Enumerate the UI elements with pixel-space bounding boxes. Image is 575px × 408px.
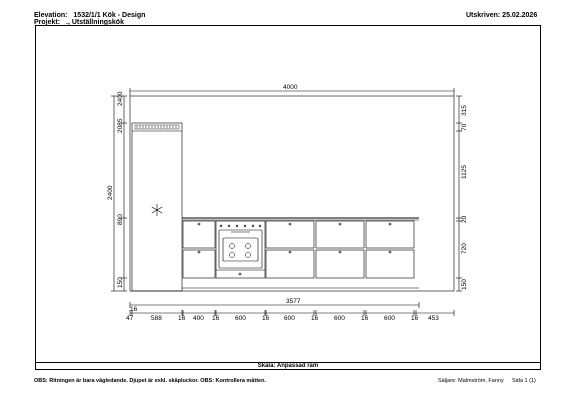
oven-cabinet (216, 221, 265, 278)
burner-2 (246, 244, 251, 249)
snowflake-icon (152, 204, 162, 216)
dim-left-counter: 890 (117, 214, 124, 225)
dim-left-tall-top: 2085 (117, 118, 124, 133)
dim-left-plinth: 150 (117, 277, 124, 288)
base-drawer-1b (183, 250, 215, 278)
dim-seg-10: 600 (334, 315, 345, 322)
handle-4a (389, 223, 391, 225)
oven-drawer-handle (239, 273, 241, 275)
footer-seller: Säljare: Malmström, Fanny (438, 378, 504, 384)
project-value: ., Utställningskök (66, 19, 124, 26)
burner-1 (230, 244, 235, 249)
burner-3 (230, 253, 235, 258)
dim-seg-13: 16 (411, 315, 419, 322)
wall-outline (130, 96, 454, 291)
dim-seg-11: 16 (361, 315, 369, 322)
dim-bottom-offset: 16 (130, 306, 138, 313)
handle-2a (289, 223, 291, 225)
handle-3a (339, 223, 341, 225)
handle-2b (289, 251, 291, 253)
dim-bottom-width: 3577 (286, 298, 301, 305)
oven-knob-6 (259, 225, 261, 227)
oven-knob-2 (228, 225, 230, 227)
dim-seg-5: 16 (212, 315, 220, 322)
dim-right-2: 70 (461, 123, 468, 131)
oven-knob-3 (236, 225, 238, 227)
dim-seg-12: 600 (384, 315, 395, 322)
oven-knob-4 (244, 225, 246, 227)
dim-left-top: 2400 (117, 91, 124, 106)
dim-left-total: 2400 (107, 185, 114, 200)
print-date: Utskriven: 25.02.2026 (466, 12, 538, 19)
footer-page: Sida 1 (1) (512, 378, 536, 384)
base-drawer-4b (366, 250, 414, 278)
dim-seg-14: 453 (428, 315, 439, 322)
dim-seg-9: 16 (311, 315, 319, 322)
footer-note: OBS: Ritningen är bara vägledande. Djupet är exkl. skåpluckor. OBS: Kontrollera måtten. (34, 378, 266, 384)
dim-right-4: 20 (461, 215, 468, 223)
dim-right-5: 720 (461, 243, 468, 254)
burner-4 (246, 253, 251, 258)
dim-right-1: 315 (461, 105, 468, 116)
base-drawer-2b (266, 250, 314, 278)
oven-door (219, 230, 262, 268)
oven-window (223, 238, 258, 261)
oven-knob-1 (220, 225, 222, 227)
dim-top-width: 4000 (283, 84, 298, 91)
dim-seg-4: 400 (193, 315, 204, 322)
elevation-value: 1532/1/1 Kök - Design (73, 12, 146, 19)
base-drawer-3b (316, 250, 364, 278)
dim-seg-3: 16 (178, 315, 186, 322)
handle-1b (198, 251, 200, 253)
dim-seg-2: 588 (151, 315, 162, 322)
handle-1a (198, 223, 200, 225)
dim-right-6: 150 (461, 279, 468, 290)
handle-4b (389, 251, 391, 253)
handle-3b (339, 251, 341, 253)
dim-seg-6: 600 (235, 315, 246, 322)
scale-label: Skala: Anpassad ram (35, 362, 541, 370)
dim-seg-8: 600 (284, 315, 295, 322)
dim-seg-1: 47 (126, 315, 134, 322)
vent-grille (135, 125, 179, 129)
elevation-label: Elevation: (34, 12, 68, 19)
project-label: Projekt: (34, 19, 61, 26)
dim-right-3: 1125 (461, 165, 468, 179)
oven-knob-5 (252, 225, 254, 227)
dim-seg-7: 16 (262, 315, 270, 322)
